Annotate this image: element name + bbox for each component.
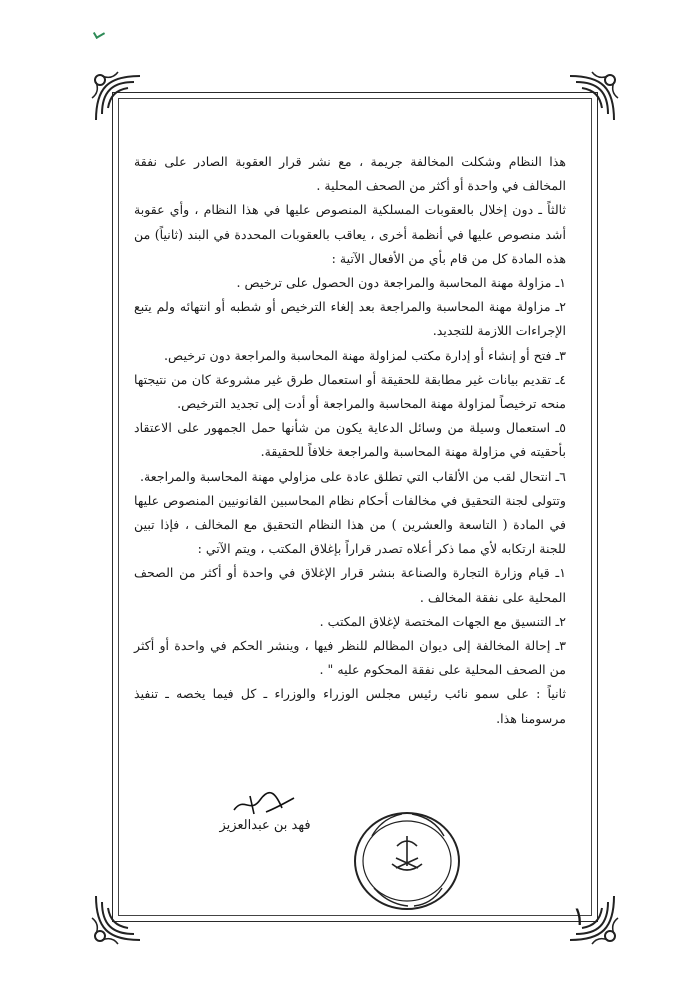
corner-ornament-bottom-left xyxy=(88,888,148,948)
page-number: ١ xyxy=(572,902,586,932)
corner-check-mark xyxy=(93,28,105,39)
investigation-paragraph: وتتولى لجنة التحقيق في مخالفات أحكام نظام المحاسبين القانونيين المنصوص عليها في المادة ( التاسعة والعشرين ) من هذا النظام التحقيق مع المخالف ، فإذا تبين للجنة ارتكابه لأي مما ذكر أعلاه تصدر قراراً بإغلاق المكتب ، ويتم الآتي : xyxy=(134,492,566,557)
decree-body xyxy=(134,150,566,731)
signature-block xyxy=(190,790,340,850)
corner-ornament-top-right xyxy=(562,68,622,128)
signer-name: فهد بن عبدالعزيز xyxy=(219,818,311,833)
procedure-item-1: ١ـ قيام وزارة التجارة والصناعة بنشر قرار الإغلاق في واحدة أو أكثر من الصحف المحلية على نفقة المخالف . xyxy=(134,565,566,605)
procedure-item-2: ٢ـ التنسيق مع الجهات المختصة لإغلاق المكتب . xyxy=(319,613,566,629)
list-item-6: ٦ـ انتحال لقب من الألقاب التي تطلق عادة على مزاولي مهنة المحاسبة والمراجعة. xyxy=(140,468,566,484)
handwritten-signature xyxy=(230,790,300,818)
list-item-3: ٣ـ فتح أو إنشاء أو إدارة مكتب لمزاولة مهنة المحاسبة والمراجعة دون ترخيص. xyxy=(164,347,566,363)
corner-ornament-top-left xyxy=(88,68,148,128)
corner-ornament-bottom-right xyxy=(562,888,622,948)
clause-third-intro: ثالثاً ـ دون إخلال بالعقوبات المسلكية المنصوص عليها في هذا النظام ، وأي عقوبة أشد منصوص عليها في أنظمة أخرى ، يعاقب بالعقوبات المحددة في البند (ثانياً) من هذه المادة كل من قام بأي من الأفعال الآتية : xyxy=(134,202,566,266)
official-seal xyxy=(352,806,462,916)
paragraph-continuation: هذا النظام وشكلت المخالفة جريمة ، مع نشر قرار العقوبة الصادر على نفقة المخالف في واحدة أو أكثر من الصحف المحلية . xyxy=(134,154,566,194)
clause-second-execution: ثانياً : على سمو نائب رئيس مجلس الوزراء والوزراء ـ كل فيما يخصه ـ تنفيذ مرسومنا هذا. xyxy=(134,686,566,726)
list-item-4: ٤ـ تقديم بيانات غير مطابقة للحقيقة أو استعمال طرق غير مشروعة كان من نتيجتها منحه ترخيصاً لمزاولة مهنة المحاسبة والمراجعة أو أدت إلى تجديد الترخيص. xyxy=(134,371,566,412)
procedure-item-3: ٣ـ إحالة المخالفة إلى ديوان المظالم للنظر فيها ، وينشر الحكم في واحدة أو أكثر من الصحف المحلية على نفقة المحكوم عليه " . xyxy=(134,638,566,678)
list-item-2: ٢ـ مزاولة مهنة المحاسبة والمراجعة بعد إلغاء الترخيص أو شطبه أو انتهائه ولم يتبع الإجراءات اللازمة للتجديد. xyxy=(134,299,566,339)
list-item-5: ٥ـ استعمال وسيلة من وسائل الدعاية يكون من شأنها حمل الجمهور على الاعتقاد بأحقيته في مزاولة مهنة المحاسبة والمراجعة خلافاً للحقيقة. xyxy=(134,420,566,460)
list-item-1: ١ـ مزاولة مهنة المحاسبة والمراجعة دون الحصول على ترخيص . xyxy=(236,275,566,291)
